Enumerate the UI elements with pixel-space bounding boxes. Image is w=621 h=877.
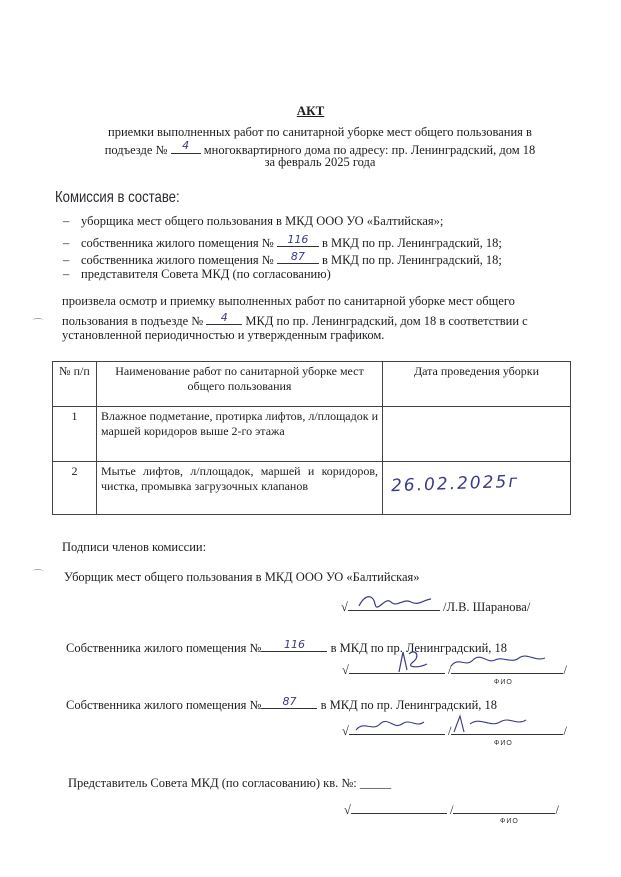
row-number: 1 — [53, 407, 97, 462]
row-date — [383, 407, 571, 462]
apartment-field: 87 — [261, 695, 317, 709]
commission-item: – собственника жилого помещения № 87 в МКД по пр. Ленинградский, 18; — [63, 250, 502, 267]
intro-line-3: установленной периодичностью и утвержденным графиком. — [62, 328, 385, 342]
apartment-field: 87 — [277, 250, 319, 264]
entrance-number-field: 4 — [206, 311, 242, 325]
subtitle-line-3: за февраль 2025 года — [264, 155, 376, 169]
handwritten-date: 26.02.2025г — [390, 471, 520, 497]
row-work: Мытье лифтов, л/площадок, маршей и коридоров, чистка, промывка загрузочных клапанов — [97, 462, 383, 515]
intro-line-2: пользования в подъезде № 4 МКД по пр. Ленинградский, дом 18 в соответствии с — [62, 311, 528, 328]
fio-label: ФИО — [494, 679, 513, 686]
entrance-number-field: 4 — [171, 140, 201, 154]
apartment-field: 116 — [261, 638, 327, 652]
signature-scribble — [395, 646, 565, 676]
document-title: АКТ — [296, 103, 325, 118]
signature-scribble — [350, 710, 550, 738]
owner2-line: Собственника жилого помещения № 87 в МКД по пр. Ленинградский, 18 — [66, 695, 498, 712]
owner2-signature-line: √ / / — [342, 724, 567, 738]
intro-line-1: произвела осмотр и приемку выполненных работ по санитарной уборке мест общего — [62, 294, 515, 308]
apartment-field: 116 — [277, 233, 319, 247]
commission-item: – представителя Совета МКД (по согласованию) — [63, 267, 331, 281]
cleaner-line: Уборщик мест общего пользования в МКД ООО УО «Балтийская» — [64, 570, 420, 584]
row-work: Влажное подметание, протирка лифтов, л/площадок и маршей коридоров выше 2-го этажа — [97, 407, 383, 462]
table-row — [53, 407, 571, 462]
rep-signature-line: √ / / — [344, 803, 559, 817]
margin-mark: ⌒ — [33, 570, 43, 581]
subtitle-line-2: подъезде № 4 многоквартирного дома по адресу: пр. Ленинградский, дом 18 — [104, 139, 536, 157]
header-number: № п/п — [53, 362, 97, 407]
commission-heading: Комиссия в составе: — [55, 189, 180, 206]
signatures-heading: Подписи членов комиссии: — [62, 540, 207, 554]
signature-scribble — [355, 590, 435, 612]
margin-mark: ⌒ — [33, 319, 43, 330]
council-rep-line: Представитель Совета МКД (по согласованию) кв. №: _____ — [68, 776, 392, 790]
signature-field — [351, 801, 447, 814]
header-date: Дата проведения уборки — [383, 362, 571, 407]
cleaner-signature-line: √ /Л.В. Шаранова/ — [341, 600, 531, 614]
table-header-row — [53, 362, 571, 407]
name-field — [453, 801, 555, 814]
fio-label: ФИО — [494, 740, 513, 747]
commission-item: – собственника жилого помещения № 116 в МКД по пр. Ленинградский, 18; — [63, 233, 502, 250]
header-work: Наименование работ по санитарной уборке мест общего пользования — [97, 362, 383, 407]
owner1-signature-line: √ / / — [342, 663, 567, 677]
subtitle-line-1: приемки выполненных работ по санитарной уборке мест общего пользования в — [108, 125, 532, 139]
owner1-line: Собственника жилого помещения № 116 в МКД по пр. Ленинградский, 18 — [66, 638, 508, 655]
fio-label: ФИО — [500, 818, 519, 825]
commission-item: – уборщика мест общего пользования в МКД ООО УО «Балтийская»; — [63, 214, 444, 228]
row-number: 2 — [53, 462, 97, 515]
